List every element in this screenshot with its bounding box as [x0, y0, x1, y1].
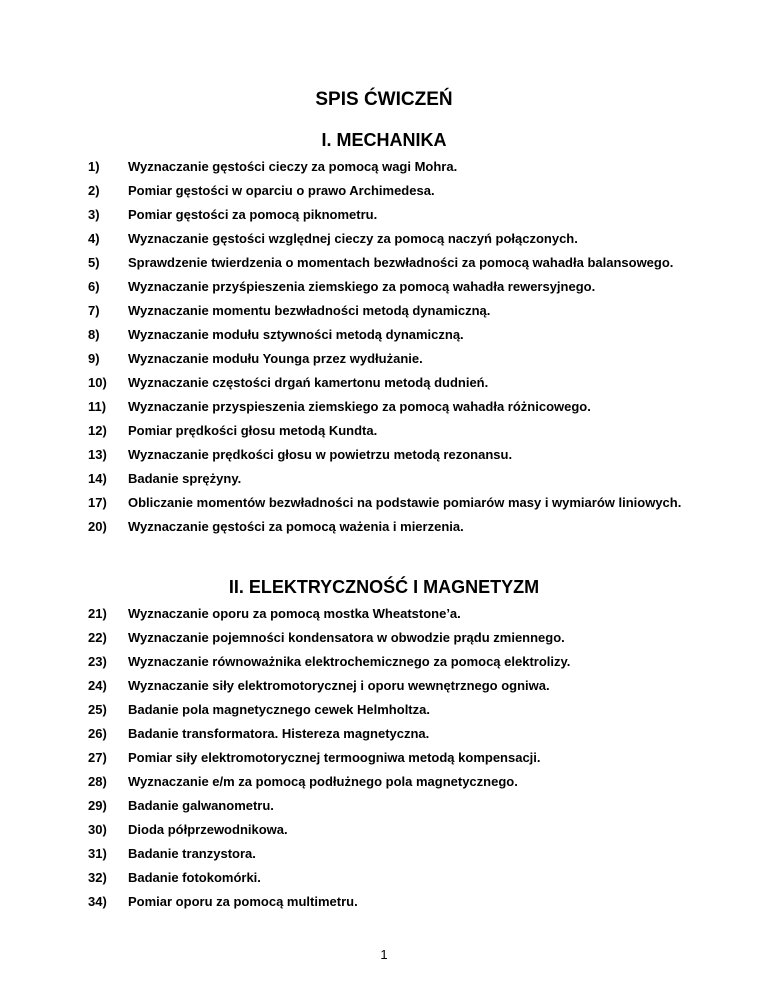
list-item: [88, 395, 683, 419]
item-number: 28): [88, 774, 107, 789]
item-number: 24): [88, 678, 107, 693]
item-text: Pomiar siły elektromotorycznej termoogniwa metodą kompensacji.: [128, 750, 541, 765]
list-item: [88, 746, 683, 770]
item-text: Wyznaczanie modułu sztywności metodą dynamiczną.: [128, 327, 464, 342]
item-number: 3): [88, 207, 100, 222]
item-number: 27): [88, 750, 107, 765]
list-item: [88, 203, 683, 227]
item-number: 10): [88, 375, 107, 390]
item-text: Wyznaczanie momentu bezwładności metodą dynamiczną.: [128, 303, 491, 318]
list-item: [88, 794, 683, 818]
item-text: Wyznaczanie siły elektromotorycznej i oporu wewnętrznego ogniwa.: [128, 678, 550, 693]
exercise-list-mechanika: [88, 155, 683, 539]
item-number: 5): [88, 255, 100, 270]
list-item: [88, 467, 683, 491]
item-number: 7): [88, 303, 100, 318]
list-item: [88, 674, 683, 698]
list-item: [88, 722, 683, 746]
list-item: [88, 866, 683, 890]
list-item: [88, 491, 683, 515]
item-text: Pomiar gęstości za pomocą piknometru.: [128, 207, 378, 222]
list-item: [88, 818, 683, 842]
item-number: 14): [88, 471, 107, 486]
item-text: Wyznaczanie pojemności kondensatora w obwodzie prądu zmiennego.: [128, 630, 565, 645]
item-text: Wyznaczanie przyśpieszenia ziemskiego za pomocą wahadła rewersyjnego.: [128, 279, 596, 294]
item-number: 9): [88, 351, 100, 366]
list-item: [88, 602, 683, 626]
list-item: [88, 650, 683, 674]
list-item: [88, 323, 683, 347]
list-item: [88, 515, 683, 539]
list-item: [88, 371, 683, 395]
item-text: Wyznaczanie e/m za pomocą podłużnego pola magnetycznego.: [128, 774, 518, 789]
item-text: Wyznaczanie oporu za pomocą mostka Wheatstone’a.: [128, 606, 461, 621]
item-number: 22): [88, 630, 107, 645]
item-text: Wyznaczanie gęstości względnej cieczy za pomocą naczyń połączonych.: [128, 231, 578, 246]
list-item: [88, 299, 683, 323]
item-text: Badanie pola magnetycznego cewek Helmholtza.: [128, 702, 430, 717]
page-number: 1: [380, 947, 388, 962]
item-text: Sprawdzenie twierdzenia o momentach bezwładności za pomocą wahadła balansowego.: [128, 255, 674, 270]
page-title: SPIS ĆWICZEŃ: [315, 89, 453, 110]
item-text: Wyznaczanie prędkości głosu w powietrzu metodą rezonansu.: [128, 447, 513, 462]
item-number: 11): [88, 399, 107, 414]
item-text: Badanie tranzystora.: [128, 846, 256, 861]
item-text: Wyznaczanie modułu Younga przez wydłużanie.: [128, 351, 423, 366]
list-item: [88, 626, 683, 650]
item-number: 30): [88, 822, 107, 837]
item-text: Wyznaczanie częstości drgań kamertonu metodą dudnień.: [128, 375, 489, 390]
item-text: Badanie transformatora. Histereza magnetyczna.: [128, 726, 430, 741]
list-item: [88, 347, 683, 371]
list-item: [88, 251, 683, 275]
item-number: 31): [88, 846, 107, 861]
list-item: [88, 179, 683, 203]
item-number: 21): [88, 606, 107, 621]
exercise-list-elektrycznosc: [88, 602, 683, 914]
list-item: [88, 443, 683, 467]
item-number: 1): [88, 159, 100, 174]
item-text: Wyznaczanie przyspieszenia ziemskiego za pomocą wahadła różnicowego.: [128, 399, 591, 414]
section-title-mechanika: I. MECHANIKA: [321, 130, 447, 150]
item-number: 23): [88, 654, 107, 669]
list-item: [88, 275, 683, 299]
item-number: 2): [88, 183, 100, 198]
item-number: 8): [88, 327, 100, 342]
item-number: 32): [88, 870, 107, 885]
list-item: [88, 155, 683, 179]
list-item: [88, 227, 683, 251]
item-number: 17): [88, 495, 107, 510]
section-title-elektrycznosc: II. ELEKTRYCZNOŚĆ I MAGNETYZM: [228, 577, 540, 597]
item-number: 25): [88, 702, 107, 717]
item-text: Wyznaczanie gęstości cieczy za pomocą wagi Mohra.: [128, 159, 458, 174]
item-text: Wyznaczanie gęstości za pomocą ważenia i mierzenia.: [128, 519, 464, 534]
list-item: [88, 698, 683, 722]
item-text: Badanie fotokomórki.: [128, 870, 261, 885]
item-number: 4): [88, 231, 100, 246]
item-text: Dioda półprzewodnikowa.: [128, 822, 288, 837]
list-item: [88, 419, 683, 443]
list-item: [88, 770, 683, 794]
list-item: [88, 842, 683, 866]
item-number: 12): [88, 423, 107, 438]
item-number: 29): [88, 798, 107, 813]
list-item: [88, 890, 683, 914]
item-text: Badanie galwanometru.: [128, 798, 274, 813]
item-text: Pomiar oporu za pomocą multimetru.: [128, 894, 358, 909]
item-number: 6): [88, 279, 100, 294]
item-text: Pomiar prędkości głosu metodą Kundta.: [128, 423, 378, 438]
item-text: Badanie sprężyny.: [128, 471, 242, 486]
item-number: 34): [88, 894, 107, 909]
item-number: 26): [88, 726, 107, 741]
item-text: Pomiar gęstości w oparciu o prawo Archimedesa.: [128, 183, 435, 198]
item-number: 13): [88, 447, 107, 462]
item-text: Wyznaczanie równoważnika elektrochemicznego za pomocą elektrolizy.: [128, 654, 571, 669]
item-text: Obliczanie momentów bezwładności na podstawie pomiarów masy i wymiarów liniowych.: [128, 495, 682, 510]
item-number: 20): [88, 519, 107, 534]
